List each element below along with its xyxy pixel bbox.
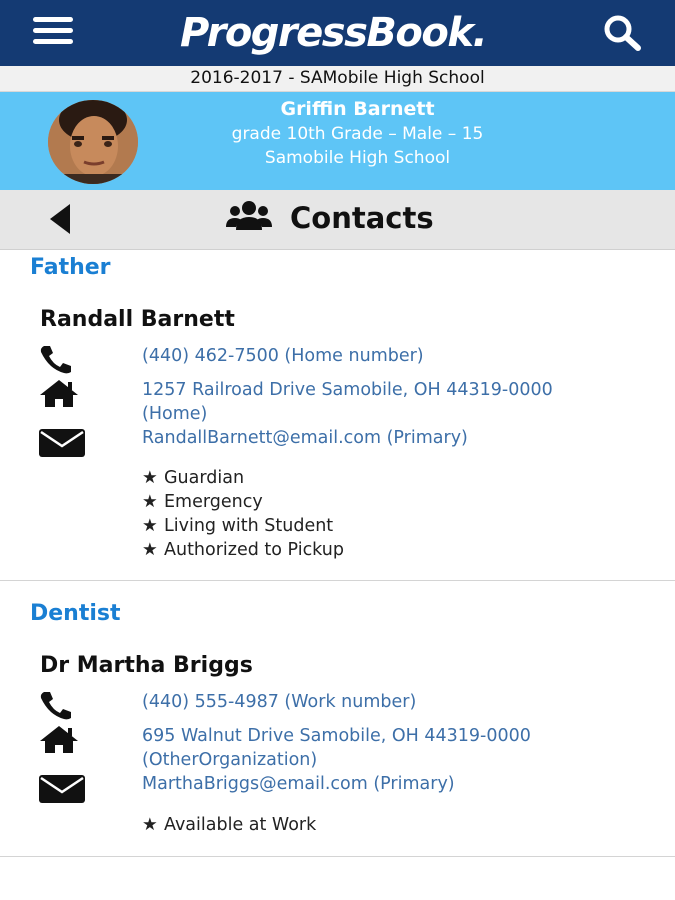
address-line: 695 Walnut Drive Samobile, OH 44319-0000 <box>142 726 531 746</box>
contact-email-link[interactable]: RandallBarnett@email.com (Primary) <box>142 428 468 448</box>
contact-phone-link[interactable]: (440) 555-4987 (Work number) <box>142 692 417 712</box>
contact-address-link[interactable] <box>142 724 622 772</box>
contact-email-link[interactable]: MarthaBriggs@email.com (Primary) <box>142 774 455 794</box>
student-details: grade 10th Grade – Male – 15 <box>231 124 484 144</box>
contact-name: Dr Martha Briggs <box>40 653 253 678</box>
student-name: Griffin Barnett <box>280 98 435 120</box>
contact-flag: ★ Available at Work <box>142 815 317 835</box>
contact-phone-link[interactable]: (440) 462-7500 (Home number) <box>142 346 424 366</box>
envelope-icon <box>38 428 86 462</box>
app-header <box>0 0 675 66</box>
contact-flag: ★ Guardian <box>142 468 245 488</box>
star-icon: ★ <box>142 468 158 488</box>
student-school: Samobile High School <box>264 148 451 168</box>
contact-relationship: Dentist <box>30 601 121 626</box>
phone-icon <box>38 690 76 724</box>
search-icon[interactable] <box>598 10 646 54</box>
section-divider <box>0 580 675 581</box>
contact-relationship: Father <box>30 255 111 280</box>
contact-flag: ★ Authorized to Pickup <box>142 540 344 560</box>
envelope-icon <box>38 774 86 808</box>
school-year-bar: 2016-2017 - SAMobile High School <box>0 66 675 92</box>
star-icon: ★ <box>142 492 158 512</box>
home-icon <box>38 378 80 412</box>
hamburger-menu-icon[interactable] <box>33 15 75 49</box>
home-icon <box>38 724 80 758</box>
star-icon: ★ <box>142 815 158 835</box>
address-type: (OtherOrganization) <box>142 750 318 770</box>
star-icon: ★ <box>142 540 158 560</box>
star-icon: ★ <box>142 516 158 536</box>
address-type: (Home) <box>142 404 208 424</box>
student-info <box>160 96 555 170</box>
phone-icon <box>38 344 76 378</box>
contact-flag: ★ Living with Student <box>142 516 334 536</box>
student-avatar <box>48 100 138 184</box>
address-line: 1257 Railroad Drive Samobile, OH 44319-0000 <box>142 380 553 400</box>
student-banner <box>0 92 675 190</box>
section-divider <box>0 856 675 857</box>
contact-name: Randall Barnett <box>40 307 235 332</box>
progressbook-logo: ProgressBook. <box>180 10 487 56</box>
page-title-group <box>226 196 434 240</box>
back-arrow-icon[interactable] <box>44 200 78 238</box>
contact-flag: ★ Emergency <box>142 492 263 512</box>
contact-address-link[interactable] <box>142 378 622 426</box>
page-title: Contacts <box>290 201 434 235</box>
users-group-icon <box>226 198 272 238</box>
